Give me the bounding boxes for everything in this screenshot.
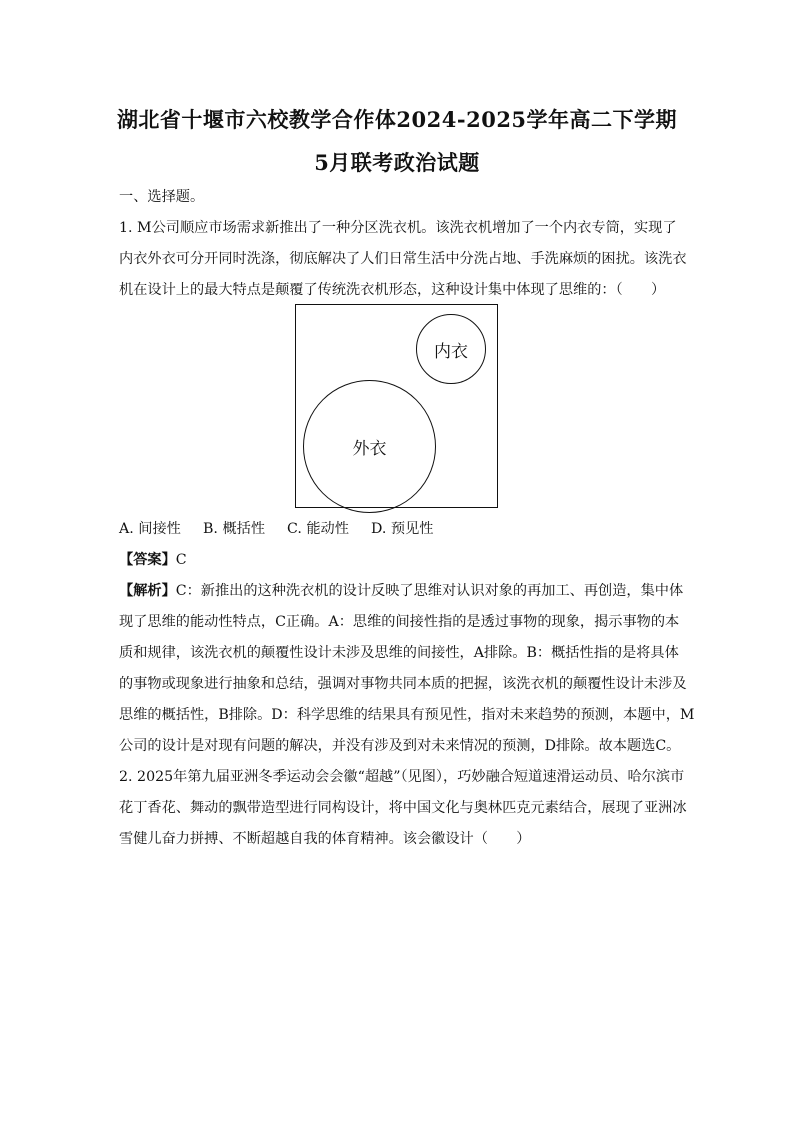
analysis-line-6: 公司的设计是对现有问题的解决，并没有涉及到对未来情况的预测，D排除。故本题选C。 [119, 738, 681, 754]
q2-line-1: 2. 2025年第九届亚洲冬季运动会会徽“超越”（见图），巧妙融合短道速滑运动员、哈尔滨市 [119, 769, 685, 785]
analysis-line-4: 的事物或现象进行抽象和总结，强调对事物共同本质的把握，该洗衣机的颠覆性设计未涉及 [119, 676, 687, 692]
bracket-label: 【解析】 [119, 583, 176, 599]
outer-clothes-label: 外衣 [352, 439, 387, 459]
q1-line-1: 1. M公司顺应市场需求新推出了一种分区洗衣机。该洗衣机增加了一个内衣专筒，实现了 [119, 220, 677, 236]
q1-line-2: 内衣外衣可分开同时洗涤，彻底解决了人们日常生活中分洗占地、手洗麻烦的困扰。该洗衣 [119, 251, 687, 267]
document-title-line2: 5月联考政治试题 [314, 150, 480, 175]
analysis-line-3: 质和规律，该洗衣机的颠覆性设计未涉及思维的间接性，A排除。B：概括性指的是将具体 [119, 645, 679, 661]
option-b: B. 概括性 [203, 521, 266, 537]
q1-answer: 【答案】C [119, 552, 187, 568]
analysis-line-1: 【解析】C：新推出的这种洗衣机的设计反映了思维对认识对象的再加工、再创造，集中体 [119, 583, 684, 599]
option-d: D. 预见性 [371, 521, 434, 537]
analysis-line-5: 思维的概括性，B排除。D：科学思维的结果具有预见性，指对未来趋势的预测，本题中，M [119, 707, 695, 723]
option-c: C. 能动性 [287, 521, 349, 537]
inner-clothes-label: 内衣 [434, 341, 468, 362]
bracket-label: 【答案】 [119, 552, 176, 568]
outer-clothes-circle [303, 380, 436, 513]
washer-diagram [295, 304, 498, 508]
document-title-line1: 湖北省十堰市六校教学合作体2024-2025学年高二下学期 [116, 107, 678, 132]
option-a: A. 间接性 [119, 521, 181, 537]
q1-options [119, 520, 689, 538]
q2-line-3: 雪健儿奋力拼搏、不断超越自我的体育精神。该会徽设计（ ） [119, 831, 531, 847]
analysis-line-2: 现了思维的能动性特点，C正确。A：思维的间接性指的是透过事物的现象，揭示事物的本 [119, 614, 680, 630]
section-heading: 一、选择题。 [119, 189, 205, 205]
q1-line-3: 机在设计上的最大特点是颠覆了传统洗衣机形态，这种设计集中体现了思维的：（ ） [119, 282, 666, 298]
inner-clothes-circle [416, 314, 486, 384]
q2-line-2: 花丁香花、舞动的飘带造型进行同构设计，将中国文化与奥林匹克元素结合，展现了亚洲冰 [119, 800, 687, 816]
